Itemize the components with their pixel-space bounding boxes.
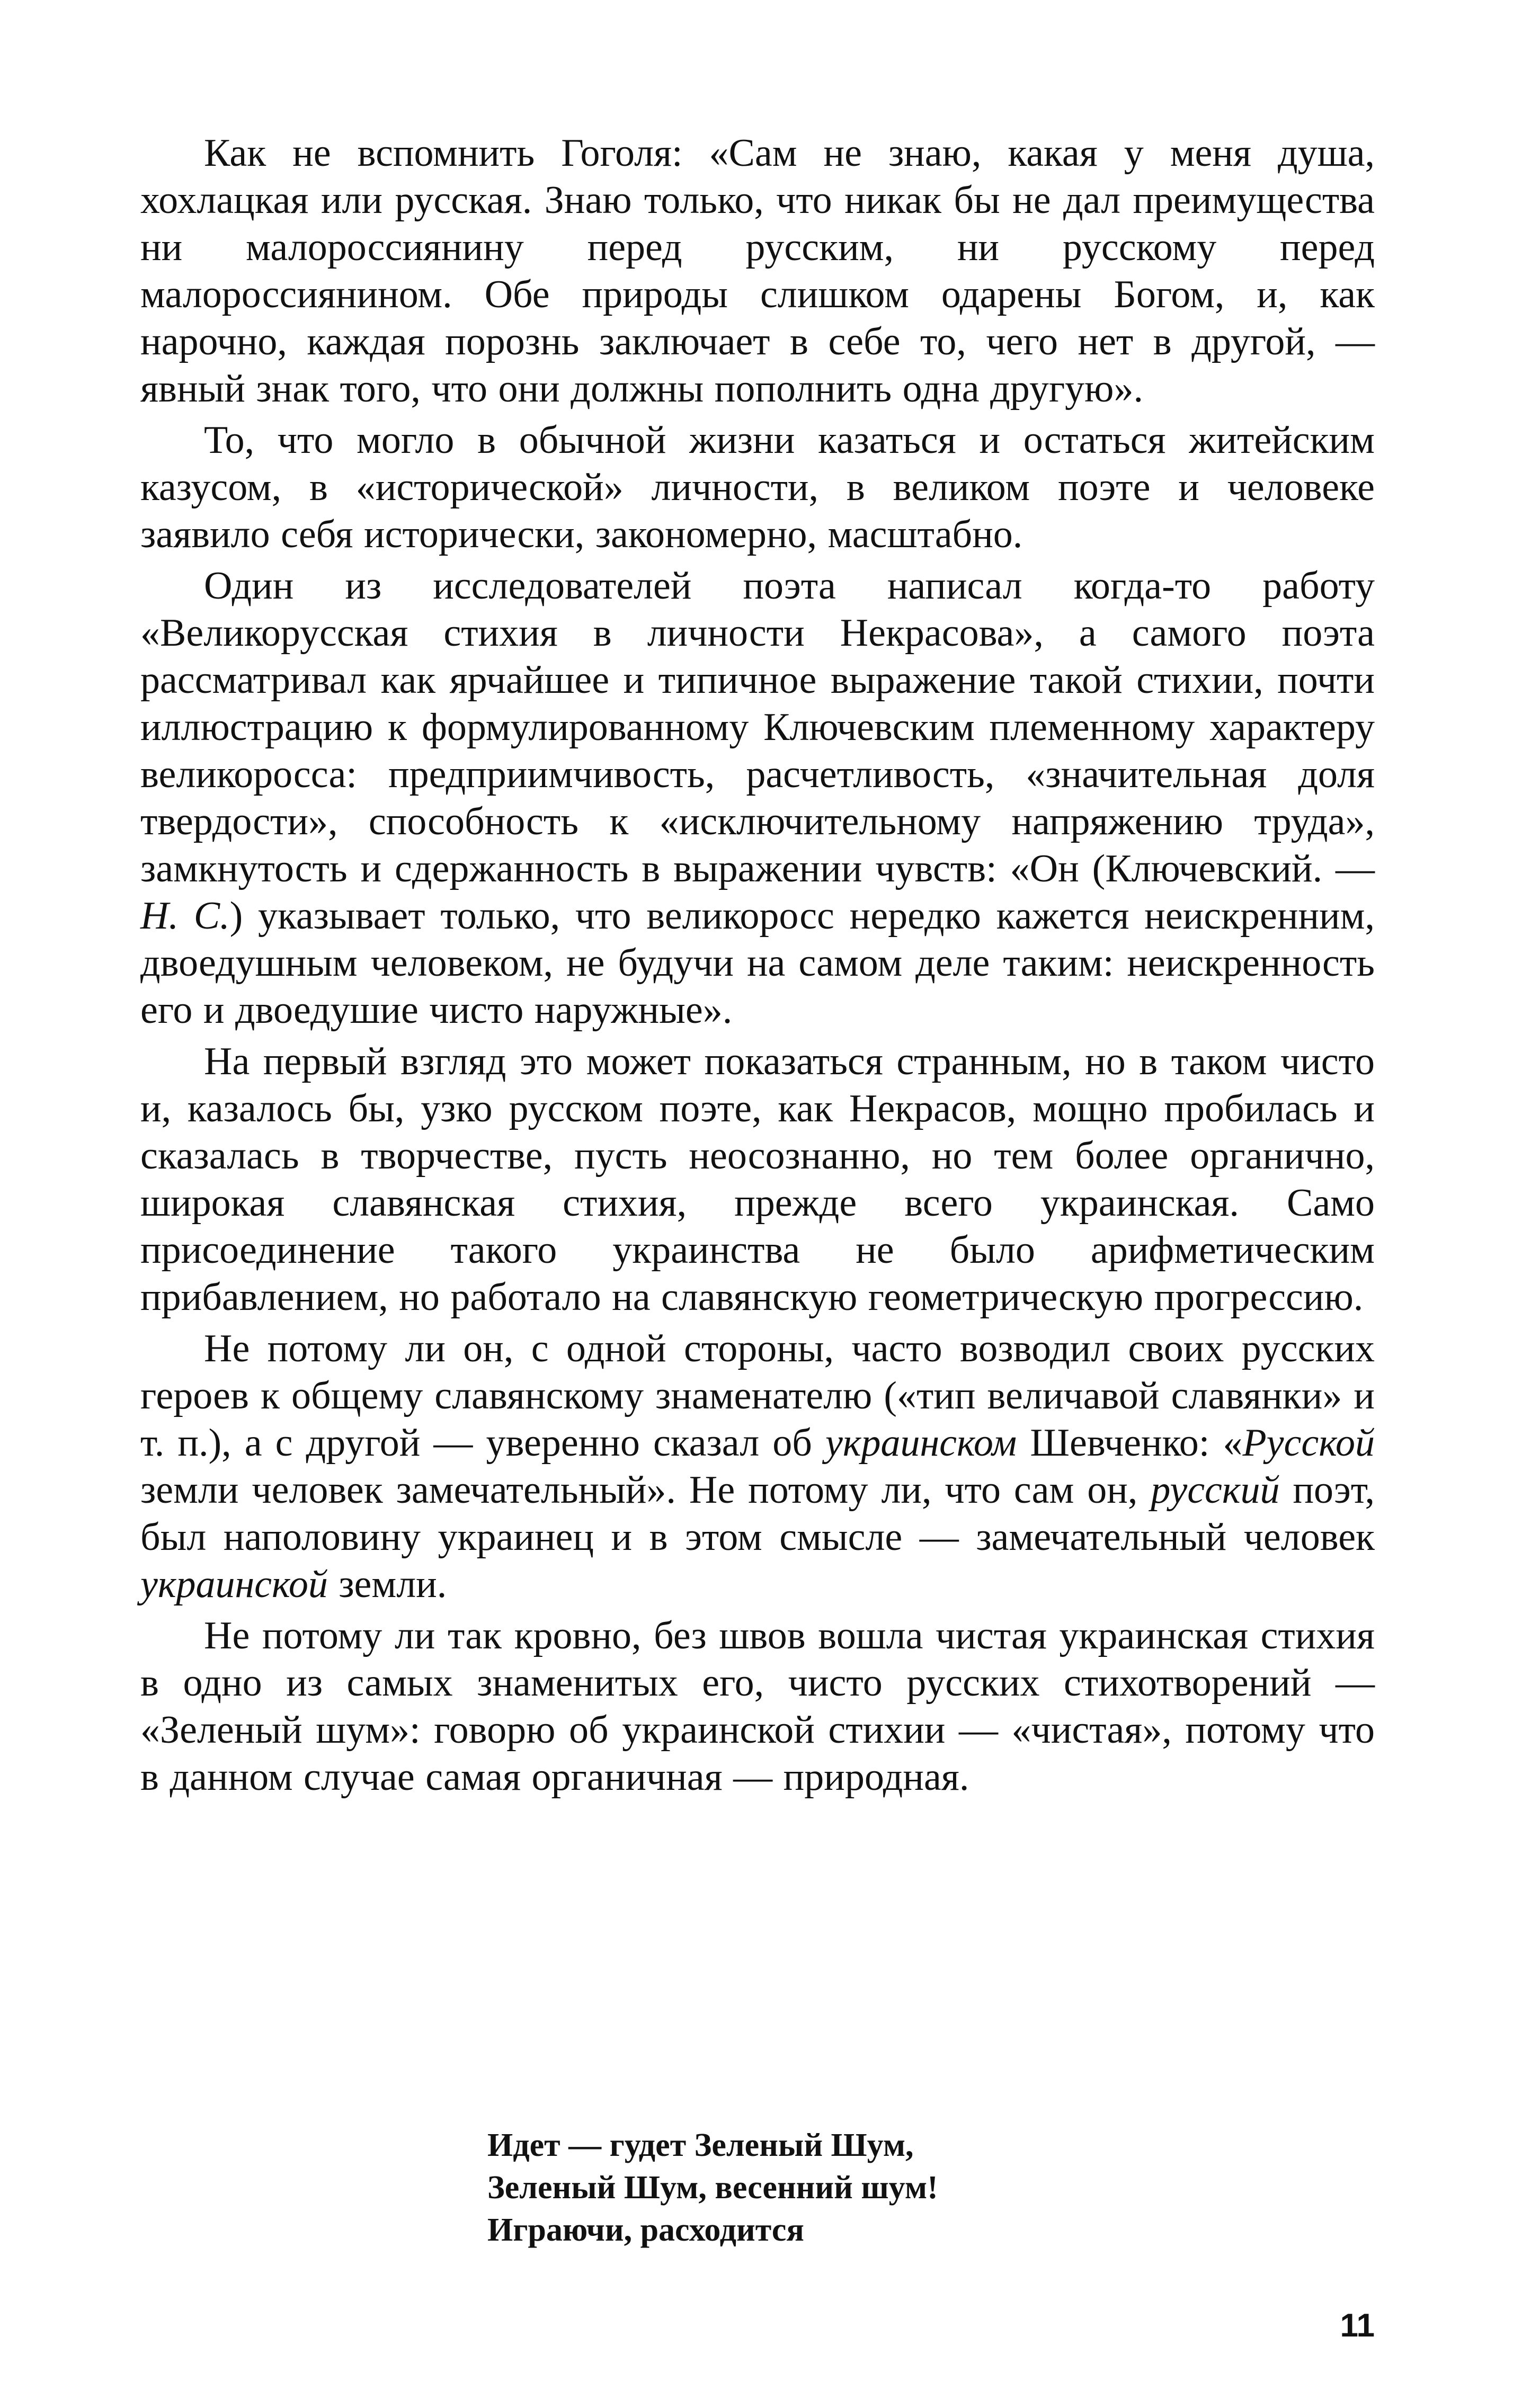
paragraph [140,1612,1375,1801]
paragraph [140,130,1375,413]
text-run: поэт, был наполовину украинец и в этом смысле — замечательный человек [140,1468,1375,1559]
paragraph [140,563,1375,1034]
paragraph [140,1325,1375,1608]
poem-line: Зеленый Шум, весенний шум! [487,2170,938,2206]
italic-text: Русской [1242,1421,1375,1465]
italic-text: Н. С. [140,894,230,938]
text-run: Шевченко: « [1017,1421,1243,1465]
italic-text: русский [1151,1468,1280,1512]
text-run: На первый взгляд это может показаться странным, но в таком чисто и, казалось бы, узко русском поэте, как Некрасов, мощно пробилась и сказалась в творчестве, пусть неосознанно, но тем более органично, широкая славянская стихия, прежде всего украинская. Само присоединение такого украинства не было арифметическим прибавлением, но работало на славянскую геометрическую прогрессию. [140,1040,1375,1319]
text-run: земли человек замечательный». Не потому ли, что сам он, [140,1468,1151,1512]
text-body [140,130,1375,1805]
text-run: Как не вспомнить Гоголя: «Сам не знаю, какая у меня душа, хохлацкая или русская. Знаю только, что никак бы не дал преимущества ни малороссиянину перед русским, ни русскому перед малороссиянином. Обе природы слишком одарены Богом, и, как нарочно, каждая порознь заключает в себе то, чего нет в другой, — явный знак того, что они должны пополнить одна другую». [140,131,1375,411]
text-run: То, что могло в обычной жизни казаться и остаться житейским казусом, в «исторической» личности, в великом поэте и человеке заявило себя исторически, закономерно, масштабно. [140,418,1375,556]
paragraph [140,417,1375,558]
paragraph [140,1038,1375,1321]
text-run: Не потому ли он, с одной стороны, часто возводил своих русских героев к общему славянскому знаменателю («тип величавой славянки» и т. п.), а с другой — уверенно сказал об [140,1327,1375,1465]
text-run: Не потому ли так кровно, без швов вошла чистая украинская стихия в одно из самых знаменитых его, чисто русских стихотворений — «Зеленый шум»: говорю об украинской стихии — «чистая», потому что в данном случае самая органичная — природная. [140,1614,1375,1799]
text-run: ) указывает только, что великоросс нередко кажется неискренним, двоедушным человеком, не будучи на самом деле таким: неискренность его и двоедушие чисто наружные». [140,894,1375,1032]
italic-text: украинском [825,1421,1017,1465]
poem-line: Играючи, расходится [487,2212,804,2248]
poem-line: Идет — гудет Зеленый Шум, [487,2127,914,2163]
text-run: Один из исследователей поэта написал когда-то работу «Великорусская стихия в личности Некрасова», а самого поэта рассматривал как ярчайшее и типичное выражение такой стихии, почти иллюстрацию к формулированному Ключевским племенному характеру великоросса: предприимчивость, расчетливость, «значительная доля твердости», способность к «исключительному напряжению труда», замкнутость и сдержанность в выражении чувств: «Он (Ключевский. — [140,564,1375,890]
page-number: 11 [1340,2307,1375,2344]
poem-excerpt [487,2124,938,2251]
text-run: земли. [327,1563,447,1606]
italic-text: украинской [140,1563,328,1606]
